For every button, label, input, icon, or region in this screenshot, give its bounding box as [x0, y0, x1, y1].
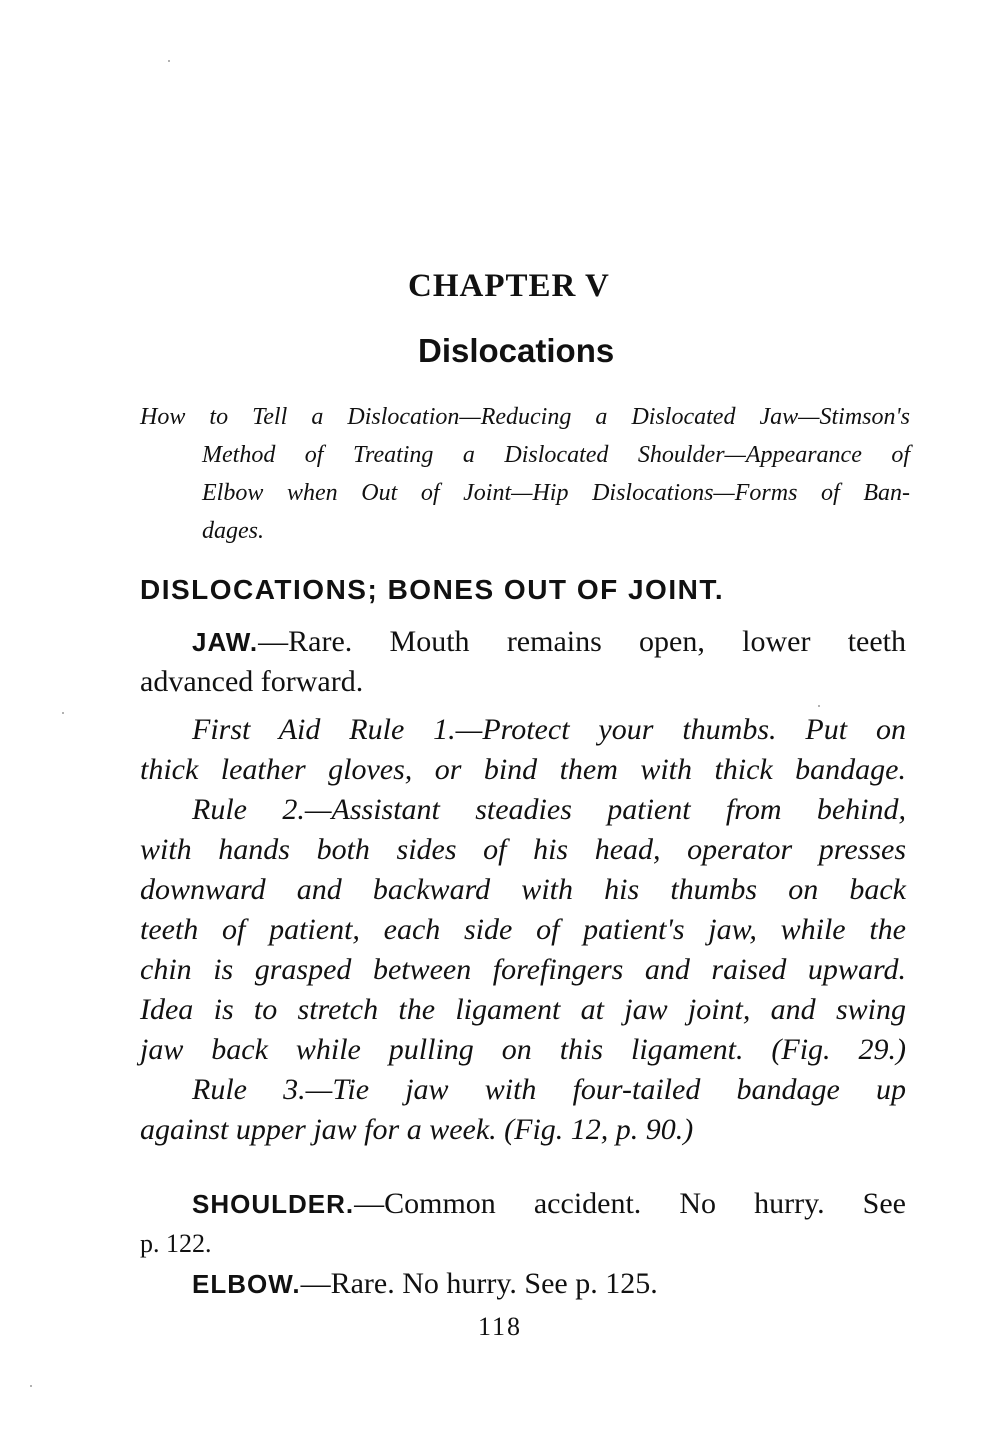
rule-line: Rule 3.—Tie jaw with four-tailed bandage up [192, 1073, 906, 1106]
rule-line: jaw back while pulling on this ligament. (Fig. 29.) [140, 1033, 906, 1066]
shoulder-text: —Common accident. No hurry. See [354, 1187, 906, 1220]
jaw-lead: JAW. [192, 627, 259, 657]
summary-line: Method of Treating a Dislocated Shoulder—Appearance of [202, 442, 910, 468]
scan-speck [818, 705, 820, 707]
shoulder-lead: SHOULDER. [192, 1189, 355, 1219]
page-number: 118 [478, 1312, 523, 1341]
rule-line: against upper jaw for a week. (Fig. 12, p. 90.) [140, 1113, 694, 1146]
rule-line: Rule 2.—Assistant steadies patient from behind, [192, 793, 906, 826]
summary-line: How to Tell a Dislocation—Reducing a Dislocated Jaw—Stimson's [140, 404, 910, 430]
chapter-summary [140, 398, 910, 550]
first-aid-rules [140, 710, 906, 1150]
scan-speck [62, 712, 64, 714]
elbow-line [140, 1264, 906, 1304]
summary-line: dages. [202, 518, 264, 544]
chapter-title: Dislocations [418, 332, 615, 369]
rule-line: Idea is to stretch the ligament at jaw joint, and swing [140, 993, 906, 1026]
rule-line: chin is grasped between forefingers and raised upward. [140, 953, 906, 986]
jaw-text: —Rare. Mouth remains open, lower teeth [258, 625, 906, 658]
shoulder-line-2: p. 122. [140, 1229, 212, 1258]
rule-line: First Aid Rule 1.—Protect your thumbs. Put on [192, 713, 906, 746]
shoulder-line-1 [140, 1184, 906, 1224]
section-heading: DISLOCATIONS; BONES OUT OF JOINT. [140, 574, 725, 605]
shoulder-paragraph [140, 1184, 906, 1264]
elbow-text: —Rare. No hurry. See p. 125. [300, 1267, 658, 1300]
scan-speck [30, 1385, 32, 1387]
jaw-paragraph [140, 622, 906, 702]
jaw-line-2: advanced forward. [140, 665, 364, 698]
summary-line: Elbow when Out of Joint—Hip Dislocations—Forms of Ban- [202, 480, 910, 506]
chapter-label: CHAPTER V [408, 268, 610, 304]
scan-speck [168, 60, 170, 62]
rule-line: teeth of patient, each side of patient's jaw, while the [140, 913, 906, 946]
rule-line: thick leather gloves, or bind them with thick bandage. [140, 753, 906, 786]
elbow-paragraph [140, 1264, 906, 1304]
jaw-line-1 [140, 622, 906, 662]
rule-line: downward and backward with his thumbs on back [140, 873, 906, 906]
elbow-lead: ELBOW. [192, 1269, 301, 1299]
rule-line: with hands both sides of his head, operator presses [140, 833, 906, 866]
